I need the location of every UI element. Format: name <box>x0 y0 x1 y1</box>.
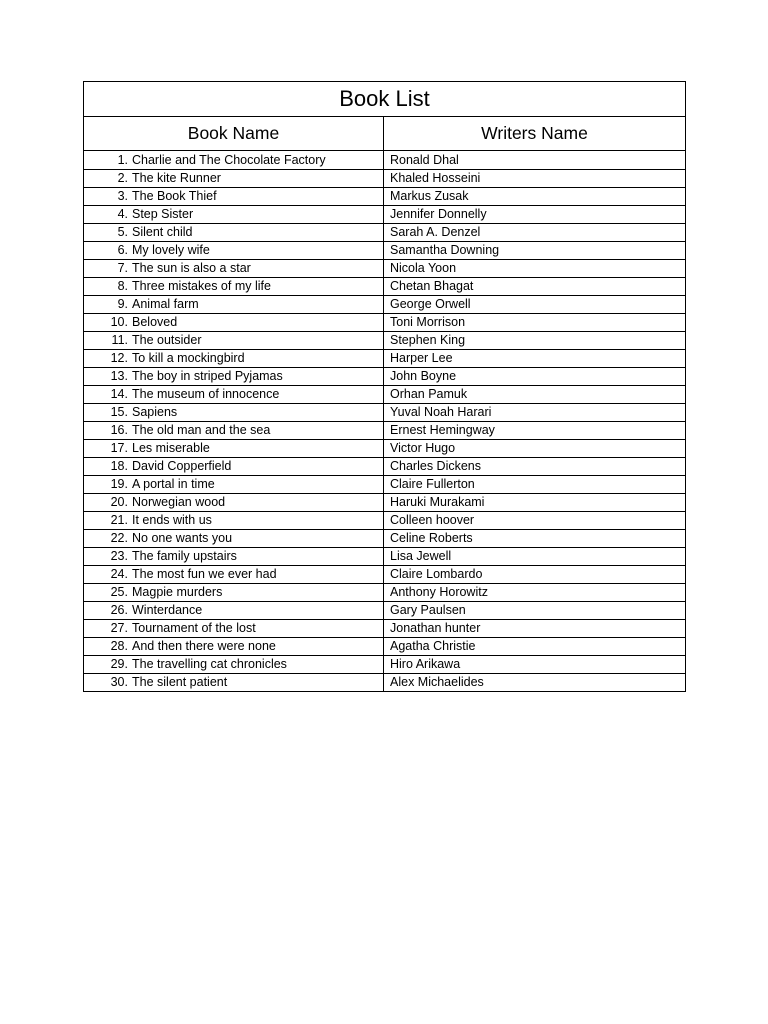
table-row <box>84 206 686 224</box>
table-row <box>84 494 686 512</box>
book-name: Winterdance <box>132 603 203 617</box>
book-cell <box>84 404 384 422</box>
book-name: To kill a mockingbird <box>132 351 245 365</box>
row-number: 22. <box>110 531 128 545</box>
book-cell <box>84 188 384 206</box>
book-name: The outsider <box>132 333 202 347</box>
title-row <box>84 82 686 117</box>
book-name: Sapiens <box>132 405 178 419</box>
row-number: 11. <box>111 333 128 347</box>
writer-name: Samantha Downing <box>384 242 686 260</box>
row-number: 27. <box>110 621 128 635</box>
writer-name: Markus Zusak <box>384 188 686 206</box>
row-number: 20. <box>110 495 128 509</box>
table-row <box>84 368 686 386</box>
writer-name: Celine Roberts <box>384 530 686 548</box>
book-cell <box>84 386 384 404</box>
writer-name: Yuval Noah Harari <box>384 404 686 422</box>
table-row <box>84 512 686 530</box>
row-number: 2. <box>117 171 128 185</box>
row-number: 13. <box>110 369 128 383</box>
book-name: A portal in time <box>132 477 215 491</box>
book-name: Magpie murders <box>132 585 223 599</box>
book-name: The most fun we ever had <box>132 567 277 581</box>
table-row <box>84 260 686 278</box>
table-row <box>84 638 686 656</box>
table-body <box>84 151 686 692</box>
book-name: The boy in striped Pyjamas <box>132 369 283 383</box>
table-row <box>84 674 686 692</box>
row-number: 7. <box>117 261 128 275</box>
writer-name: Victor Hugo <box>384 440 686 458</box>
book-name: Beloved <box>132 315 178 329</box>
book-cell <box>84 620 384 638</box>
row-number: 15. <box>110 405 128 419</box>
row-number: 25. <box>110 585 128 599</box>
book-name: Les miserable <box>132 441 210 455</box>
table-row <box>84 476 686 494</box>
book-cell <box>84 350 384 368</box>
book-cell <box>84 512 384 530</box>
row-number: 26. <box>110 603 128 617</box>
book-cell <box>84 170 384 188</box>
book-name: Norwegian wood <box>132 495 226 509</box>
book-name: And then there were none <box>132 639 276 653</box>
book-cell <box>84 242 384 260</box>
row-number: 9. <box>117 297 128 311</box>
book-name: Charlie and The Chocolate Factory <box>132 153 326 167</box>
book-list-sheet <box>83 81 685 692</box>
writer-name: Jonathan hunter <box>384 620 686 638</box>
table-row <box>84 188 686 206</box>
writer-name: Anthony Horowitz <box>384 584 686 602</box>
row-number: 6. <box>117 243 128 257</box>
row-number: 28. <box>110 639 128 653</box>
book-cell <box>84 674 384 692</box>
book-name: Three mistakes of my life <box>132 279 271 293</box>
book-cell <box>84 332 384 350</box>
book-cell <box>84 314 384 332</box>
writer-name: Toni Morrison <box>384 314 686 332</box>
writer-name: Stephen King <box>384 332 686 350</box>
book-cell <box>84 260 384 278</box>
writer-name: Ronald Dhal <box>384 151 686 170</box>
writer-name: Ernest Hemingway <box>384 422 686 440</box>
writer-name: Khaled Hosseini <box>384 170 686 188</box>
book-cell <box>84 476 384 494</box>
book-cell <box>84 151 384 170</box>
book-cell <box>84 458 384 476</box>
row-number: 12. <box>110 351 128 365</box>
row-number: 18. <box>110 459 128 473</box>
book-name: The travelling cat chronicles <box>132 657 287 671</box>
writer-name: Orhan Pamuk <box>384 386 686 404</box>
book-name: It ends with us <box>132 513 212 527</box>
book-cell <box>84 530 384 548</box>
header-row <box>84 117 686 151</box>
book-name: Silent child <box>132 225 193 239</box>
writer-name: Gary Paulsen <box>384 602 686 620</box>
table-row <box>84 566 686 584</box>
row-number: 8. <box>117 279 128 293</box>
book-cell <box>84 368 384 386</box>
book-list-table <box>83 81 686 692</box>
book-name: Animal farm <box>132 297 199 311</box>
table-row <box>84 386 686 404</box>
table-row <box>84 224 686 242</box>
table-row <box>84 440 686 458</box>
writer-name: Claire Fullerton <box>384 476 686 494</box>
book-name: No one wants you <box>132 531 233 545</box>
book-name: The Book Thief <box>132 189 217 203</box>
table-row <box>84 656 686 674</box>
book-cell <box>84 224 384 242</box>
writer-name: Colleen hoover <box>384 512 686 530</box>
table-row <box>84 170 686 188</box>
writer-name: Nicola Yoon <box>384 260 686 278</box>
book-cell <box>84 278 384 296</box>
row-number: 3. <box>117 189 128 203</box>
writer-name: Sarah A. Denzel <box>384 224 686 242</box>
book-name: Tournament of the lost <box>132 621 256 635</box>
writer-name: Alex Michaelides <box>384 674 686 692</box>
writer-name: Jennifer Donnelly <box>384 206 686 224</box>
writer-name: Charles Dickens <box>384 458 686 476</box>
writer-name: Haruki Murakami <box>384 494 686 512</box>
table-row <box>84 602 686 620</box>
table-row <box>84 458 686 476</box>
book-name: David Copperfield <box>132 459 232 473</box>
book-cell <box>84 566 384 584</box>
table-row <box>84 314 686 332</box>
writers-name-header: Writers Name <box>384 117 686 151</box>
book-name: My lovely wife <box>132 243 210 257</box>
book-cell <box>84 296 384 314</box>
writer-name: Agatha Christie <box>384 638 686 656</box>
table-row <box>84 296 686 314</box>
writer-name: Chetan Bhagat <box>384 278 686 296</box>
book-name: The silent patient <box>132 675 228 689</box>
book-name: The kite Runner <box>132 171 221 185</box>
book-cell <box>84 638 384 656</box>
writer-name: George Orwell <box>384 296 686 314</box>
row-number: 23. <box>110 549 128 563</box>
table-row <box>84 350 686 368</box>
book-name: The family upstairs <box>132 549 237 563</box>
table-row <box>84 422 686 440</box>
writer-name: Harper Lee <box>384 350 686 368</box>
book-name: The old man and the sea <box>132 423 271 437</box>
row-number: 14. <box>110 387 128 401</box>
table-row <box>84 278 686 296</box>
row-number: 17. <box>110 441 128 455</box>
table-row <box>84 404 686 422</box>
table-row <box>84 332 686 350</box>
book-cell <box>84 602 384 620</box>
row-number: 30. <box>110 675 128 689</box>
row-number: 5. <box>117 225 128 239</box>
table-row <box>84 620 686 638</box>
table-row <box>84 548 686 566</box>
table-row <box>84 584 686 602</box>
row-number: 29. <box>110 657 128 671</box>
book-cell <box>84 206 384 224</box>
row-number: 19. <box>110 477 128 491</box>
book-cell <box>84 440 384 458</box>
writer-name: Hiro Arikawa <box>384 656 686 674</box>
row-number: 24. <box>110 567 128 581</box>
table-row <box>84 151 686 170</box>
book-name-header: Book Name <box>84 117 384 151</box>
writer-name: Lisa Jewell <box>384 548 686 566</box>
book-cell <box>84 422 384 440</box>
table-title: Book List <box>84 82 686 117</box>
table-row <box>84 242 686 260</box>
row-number: 10. <box>110 315 128 329</box>
book-cell <box>84 584 384 602</box>
table-row <box>84 530 686 548</box>
book-name: The museum of innocence <box>132 387 280 401</box>
book-name: Step Sister <box>132 207 194 221</box>
writer-name: John Boyne <box>384 368 686 386</box>
row-number: 1. <box>117 153 128 167</box>
row-number: 4. <box>117 207 128 221</box>
book-cell <box>84 494 384 512</box>
row-number: 16. <box>110 423 128 437</box>
book-cell <box>84 656 384 674</box>
book-cell <box>84 548 384 566</box>
row-number: 21. <box>110 513 128 527</box>
writer-name: Claire Lombardo <box>384 566 686 584</box>
book-name: The sun is also a star <box>132 261 251 275</box>
